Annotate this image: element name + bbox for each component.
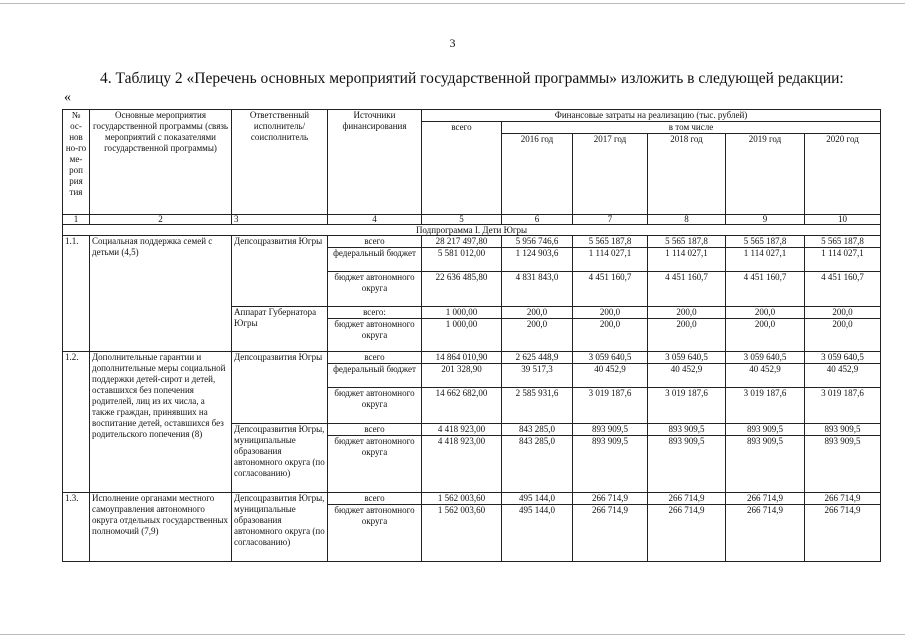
value-cell: 1 114 027,1 xyxy=(726,248,805,272)
value-cell: 843 285,0 xyxy=(502,424,573,436)
responsible-text: Депсоцразвития Югры, муниципальные образования автономного округа (по согласованию) xyxy=(232,424,328,493)
responsible-text: Депсоцразвития Югры, муниципальные образования автономного округа (по согласованию) xyxy=(232,493,328,562)
value-cell: 3 019 187,6 xyxy=(726,388,805,424)
header-including: в том числе xyxy=(502,122,881,134)
value-cell: 5 565 187,8 xyxy=(726,236,805,248)
value-cell: 14 662 682,00 xyxy=(422,388,502,424)
value-cell: 893 909,5 xyxy=(573,436,648,493)
opening-quote: « xyxy=(64,90,71,105)
value-cell: 200,0 xyxy=(726,319,805,352)
value-cell: 3 059 640,5 xyxy=(805,352,881,364)
source-label: всего xyxy=(328,493,422,505)
value-cell: 14 864 010,90 xyxy=(422,352,502,364)
value-cell: 200,0 xyxy=(573,307,648,319)
page-number: 3 xyxy=(449,36,456,50)
source-label: всего: xyxy=(328,307,422,319)
row-number: 1.1. xyxy=(63,236,90,352)
responsible-text: Депсоцразвития Югры xyxy=(232,352,328,424)
value-cell: 3 019 187,6 xyxy=(573,388,648,424)
source-label: бюджет автономного округа xyxy=(328,319,422,352)
responsible-text: Аппарат Губернатора Югры xyxy=(232,307,328,352)
measure-text: Дополнительные гарантии и дополнительные меры социальной поддержки детей-сирот и детей, оставшихся без попечения родителей, лиц из их числа, а также граждан, принявших на воспитание детей, оставшихся без родительского попечения (8) xyxy=(90,352,232,493)
value-cell: 2 585 931,6 xyxy=(502,388,573,424)
value-cell: 266 714,9 xyxy=(805,493,881,505)
value-cell: 39 517,3 xyxy=(502,364,573,388)
value-cell: 40 452,9 xyxy=(648,364,726,388)
value-cell: 200,0 xyxy=(648,307,726,319)
header-year-2020: 2020 год xyxy=(805,134,881,215)
column-number: 10 xyxy=(805,215,881,225)
source-label: всего xyxy=(328,236,422,248)
value-cell: 3 019 187,6 xyxy=(648,388,726,424)
scan-edge-bottom xyxy=(0,634,905,635)
source-label: всего xyxy=(328,424,422,436)
value-cell: 200,0 xyxy=(805,319,881,352)
value-cell: 22 636 485,80 xyxy=(422,272,502,307)
value-cell: 200,0 xyxy=(648,319,726,352)
value-cell: 4 451 160,7 xyxy=(726,272,805,307)
value-cell: 1 114 027,1 xyxy=(648,248,726,272)
scan-edge-top xyxy=(0,3,905,4)
value-cell: 893 909,5 xyxy=(648,436,726,493)
value-cell: 5 581 012,00 xyxy=(422,248,502,272)
value-cell: 201 328,90 xyxy=(422,364,502,388)
value-cell: 495 144,0 xyxy=(502,493,573,505)
header-year-2016: 2016 год xyxy=(502,134,573,215)
value-cell: 40 452,9 xyxy=(573,364,648,388)
subprogram-title: Подпрограмма I. Дети Югры xyxy=(63,225,881,236)
value-cell: 200,0 xyxy=(502,319,573,352)
header-num: № ос-нов но-го ме-роп рия тия xyxy=(63,110,90,215)
column-number: 9 xyxy=(726,215,805,225)
value-cell: 1 000,00 xyxy=(422,319,502,352)
column-number: 2 xyxy=(90,215,232,225)
value-cell: 5 956 746,6 xyxy=(502,236,573,248)
value-cell: 1 562 003,60 xyxy=(422,505,502,562)
source-label: бюджет автономного округа xyxy=(328,505,422,562)
header-year-2018: 2018 год xyxy=(648,134,726,215)
value-cell: 266 714,9 xyxy=(648,493,726,505)
column-number: 4 xyxy=(328,215,422,225)
source-label: бюджет автономного округа xyxy=(328,436,422,493)
source-label: всего xyxy=(328,352,422,364)
value-cell: 2 625 448,9 xyxy=(502,352,573,364)
header-total: всего xyxy=(422,122,502,215)
value-cell: 266 714,9 xyxy=(573,505,648,562)
value-cell: 4 451 160,7 xyxy=(648,272,726,307)
measure-text: Исполнение органами местного самоуправления автономного округа отдельных государственных полномочий (7,9) xyxy=(90,493,232,562)
responsible-text: Депсоцразвития Югры xyxy=(232,236,328,307)
value-cell: 893 909,5 xyxy=(726,424,805,436)
value-cell: 266 714,9 xyxy=(805,505,881,562)
header-year-2017: 2017 год xyxy=(573,134,648,215)
source-label: федеральный бюджет xyxy=(328,364,422,388)
value-cell: 4 451 160,7 xyxy=(573,272,648,307)
row-number: 1.3. xyxy=(63,493,90,562)
value-cell: 893 909,5 xyxy=(805,424,881,436)
column-number: 7 xyxy=(573,215,648,225)
value-cell: 200,0 xyxy=(502,307,573,319)
value-cell: 266 714,9 xyxy=(648,505,726,562)
value-cell: 3 019 187,6 xyxy=(805,388,881,424)
column-number: 1 xyxy=(63,215,90,225)
document-heading: 4. Таблицу 2 «Перечень основных мероприятий государственной программы» изложить в следующей редакции: xyxy=(100,70,844,87)
value-cell: 3 059 640,5 xyxy=(648,352,726,364)
value-cell: 200,0 xyxy=(726,307,805,319)
header-sources: Источники финансирования xyxy=(328,110,422,215)
source-label: бюджет автономного округа xyxy=(328,388,422,424)
value-cell: 4 418 923,00 xyxy=(422,424,502,436)
measures-table xyxy=(62,109,881,562)
value-cell: 266 714,9 xyxy=(573,493,648,505)
value-cell: 266 714,9 xyxy=(726,505,805,562)
value-cell: 1 562 003,60 xyxy=(422,493,502,505)
value-cell: 40 452,9 xyxy=(726,364,805,388)
value-cell: 4 418 923,00 xyxy=(422,436,502,493)
value-cell: 495 144,0 xyxy=(502,505,573,562)
value-cell: 40 452,9 xyxy=(805,364,881,388)
value-cell: 200,0 xyxy=(805,307,881,319)
value-cell: 4 831 843,0 xyxy=(502,272,573,307)
value-cell: 266 714,9 xyxy=(726,493,805,505)
value-cell: 28 217 497,80 xyxy=(422,236,502,248)
source-label: бюджет автономного округа xyxy=(328,272,422,307)
value-cell: 200,0 xyxy=(573,319,648,352)
value-cell: 3 059 640,5 xyxy=(573,352,648,364)
value-cell: 893 909,5 xyxy=(648,424,726,436)
value-cell: 5 565 187,8 xyxy=(648,236,726,248)
source-label: федеральный бюджет xyxy=(328,248,422,272)
value-cell: 893 909,5 xyxy=(573,424,648,436)
value-cell: 5 565 187,8 xyxy=(573,236,648,248)
value-cell: 5 565 187,8 xyxy=(805,236,881,248)
column-number: 5 xyxy=(422,215,502,225)
measure-text: Социальная поддержка семей с детьми (4,5) xyxy=(90,236,232,352)
header-year-2019: 2019 год xyxy=(726,134,805,215)
header-finance: Финансовые затраты на реализацию (тыс. рублей) xyxy=(422,110,881,122)
value-cell: 1 124 903,6 xyxy=(502,248,573,272)
column-number: 3 xyxy=(232,215,328,225)
value-cell: 4 451 160,7 xyxy=(805,272,881,307)
value-cell: 1 000,00 xyxy=(422,307,502,319)
header-measures: Основные мероприятия государственной программы (связь мероприятий с показателями государственной программы) xyxy=(90,110,232,215)
value-cell: 3 059 640,5 xyxy=(726,352,805,364)
value-cell: 893 909,5 xyxy=(726,436,805,493)
column-number: 6 xyxy=(502,215,573,225)
column-numbers-row xyxy=(63,215,881,225)
row-number: 1.2. xyxy=(63,352,90,493)
header-responsible: Ответственный исполнитель/ соисполнитель xyxy=(232,110,328,215)
column-number: 8 xyxy=(648,215,726,225)
value-cell: 1 114 027,1 xyxy=(573,248,648,272)
value-cell: 1 114 027,1 xyxy=(805,248,881,272)
value-cell: 893 909,5 xyxy=(805,436,881,493)
value-cell: 843 285,0 xyxy=(502,436,573,493)
